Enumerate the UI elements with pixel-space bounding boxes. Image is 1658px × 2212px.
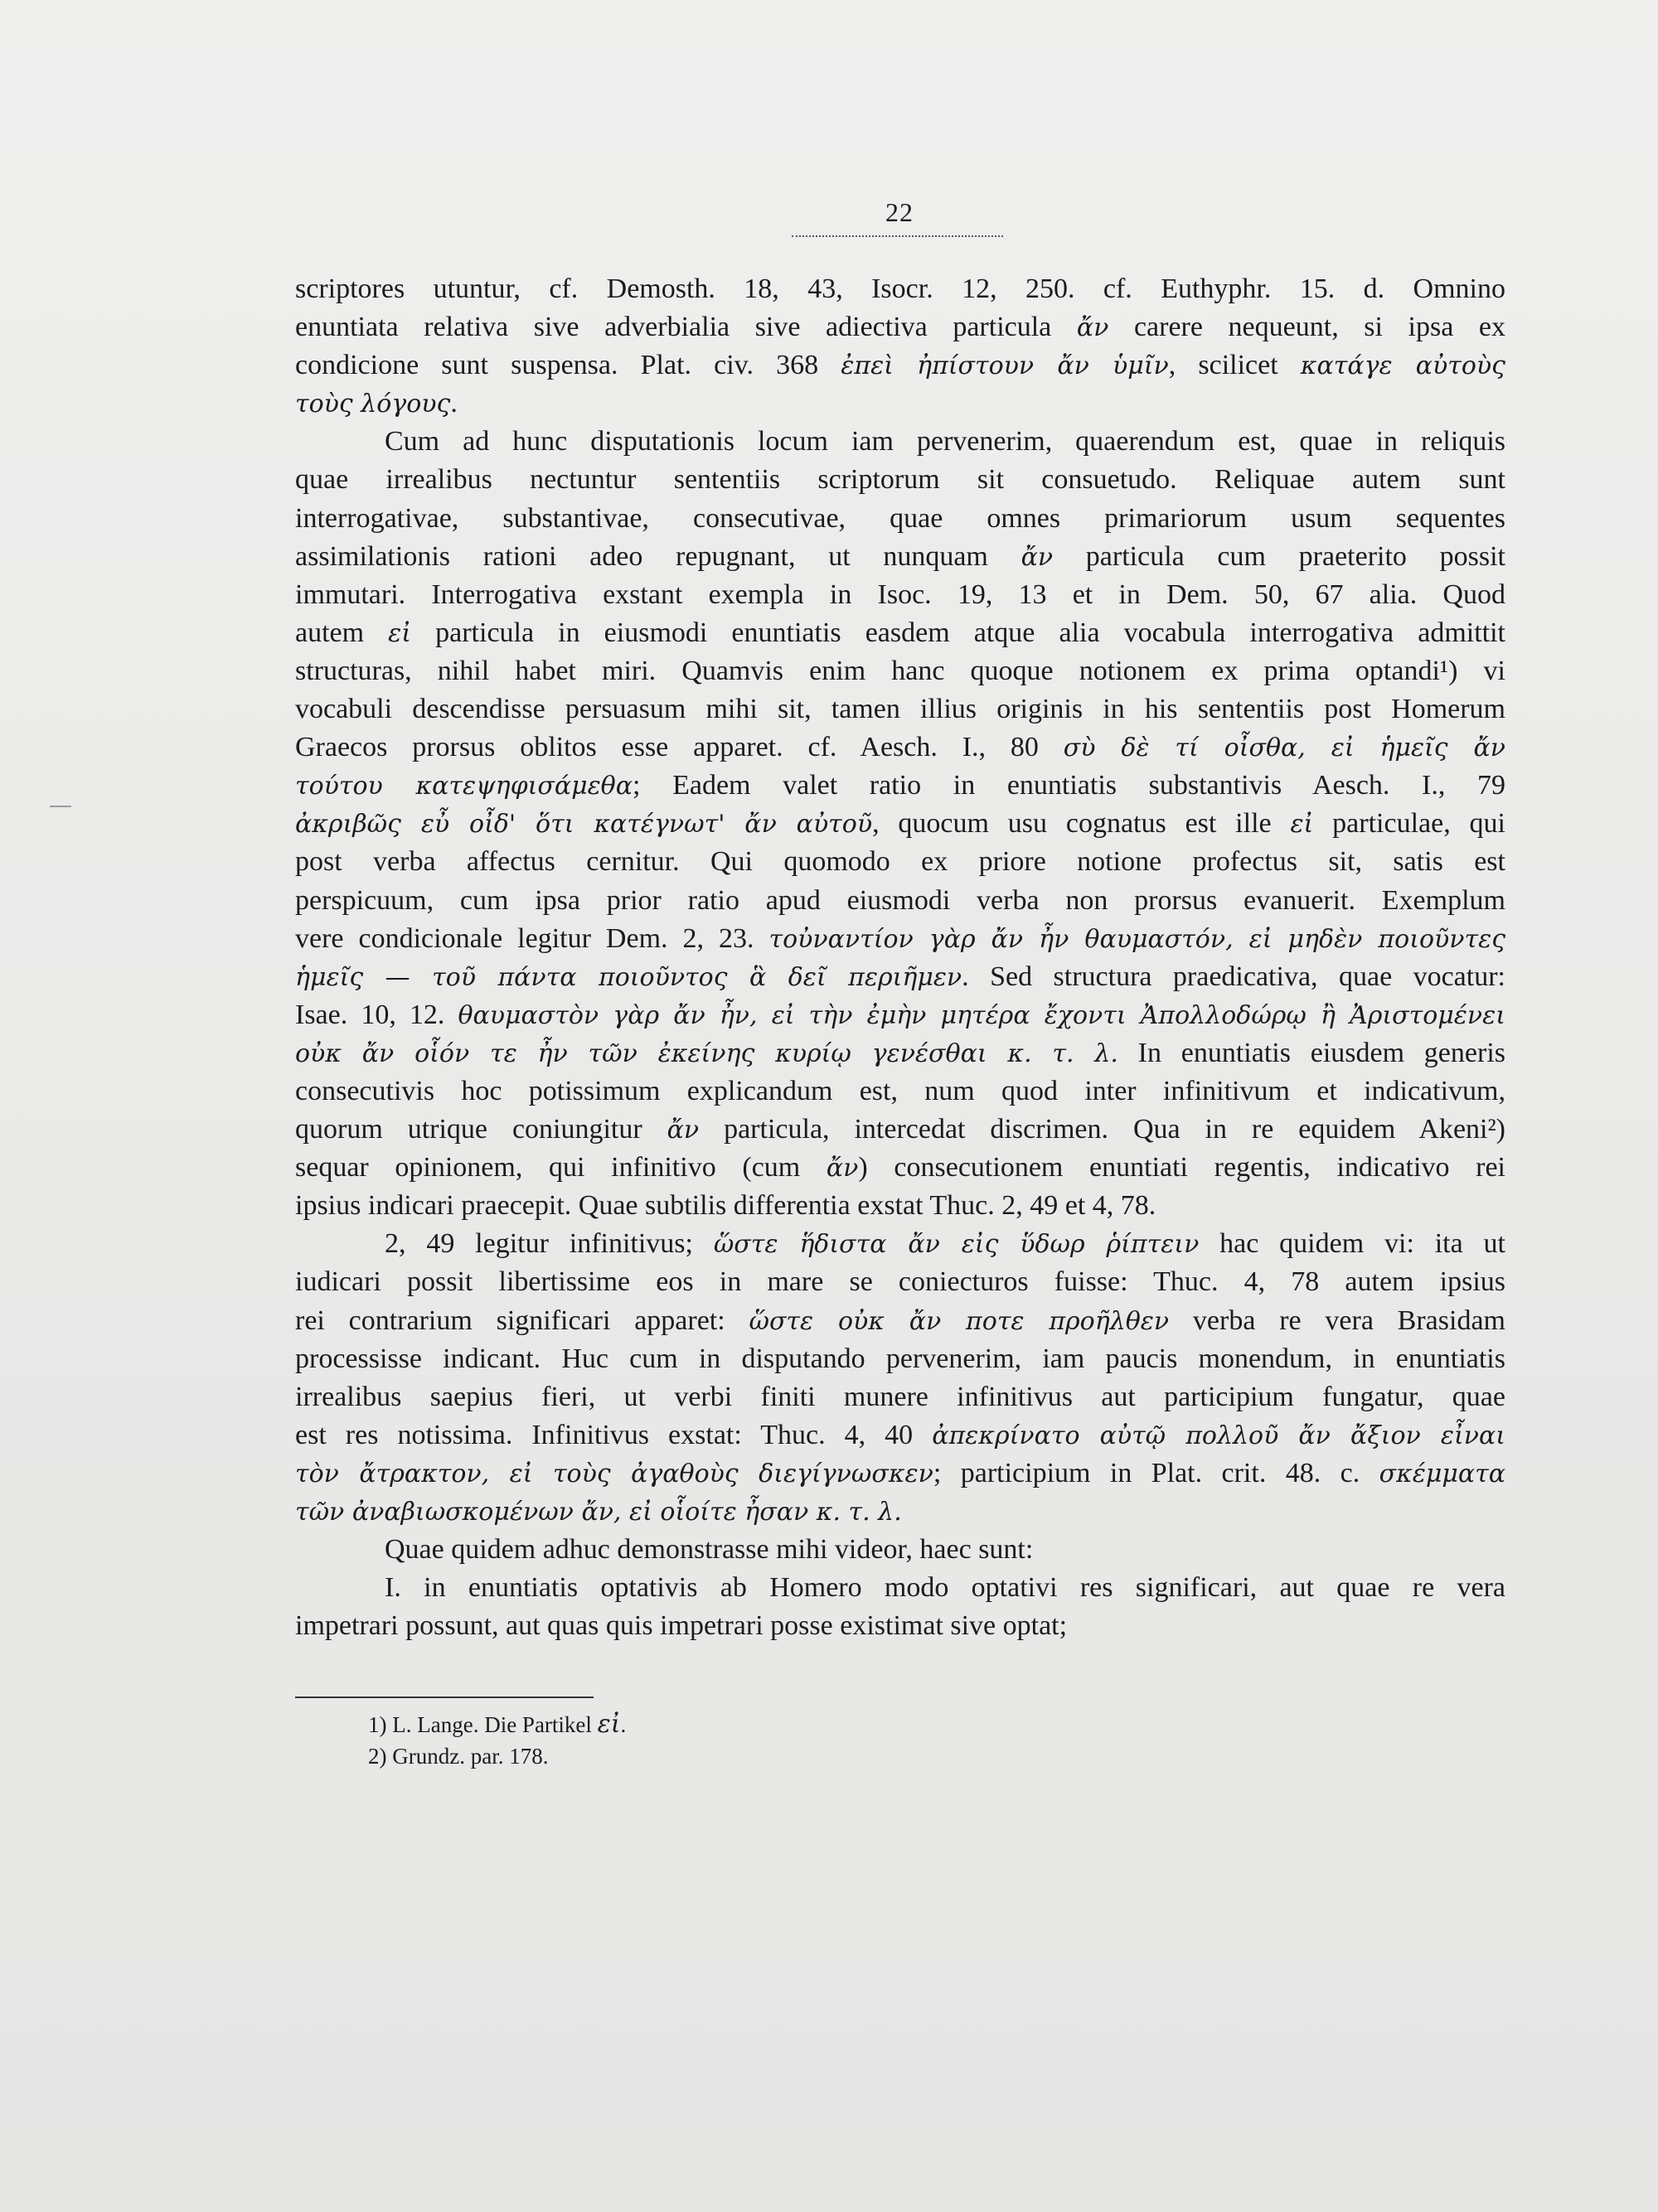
latin-text: perspicuum, cum ipsa prior ratio apud eiusmodi verba non prorsus evanuerit. Exemplum	[295, 884, 1505, 916]
text-line	[295, 1454, 1505, 1493]
latin-text: ipsius indicari praecepit. Quae subtilis differentia exstat Thuc. 2, 49 et 4, 78.	[295, 1190, 1156, 1222]
latin-text: impetrari possunt, aut quas quis impetrari posse existimat sive optat;	[295, 1610, 1068, 1642]
footnotes	[368, 1709, 1114, 1772]
latin-text: Quae quidem adhuc demonstrasse mihi videor, haec sunt:	[385, 1534, 1034, 1566]
latin-text: , quocum usu cognatus est ille	[872, 808, 1291, 840]
text-line	[295, 346, 1505, 385]
greek-text: τούτου κατεψηφισάμεθα	[295, 772, 633, 801]
greek-text: ὥστε ἥδιστα ἄν εἰς ὕδωρ ῥίπτειν	[713, 1230, 1200, 1260]
latin-text: autem	[295, 617, 389, 648]
greek-text: τοὐναντίον γὰρ ἄν ἦν θαυμαστόν, εἰ μηδὲν ποιοῦντες	[768, 924, 1505, 954]
latin-text: structuras, nihil habet miri. Quamvis enim hanc quoque notionem ex prima optandi¹) vi	[295, 655, 1505, 686]
text-line	[295, 767, 1505, 805]
text-line	[295, 1034, 1505, 1072]
text-line	[295, 1607, 1505, 1645]
text-line	[295, 538, 1505, 576]
text-line	[295, 270, 1505, 308]
text-line	[295, 882, 1505, 920]
latin-text: Cum ad hunc disputationis locum iam pervenerim, quaerendum est, quae in reliquis	[385, 426, 1505, 457]
greek-text: εἰ	[597, 1710, 621, 1739]
text-line	[295, 1263, 1505, 1301]
latin-text: processisse indicant. Huc cum in disputando pervenerim, iam paucis monendum, in enuntiatis	[295, 1343, 1505, 1374]
latin-text: scriptores utuntur, cf. Demosth. 18, 43, Isocr. 12, 250. cf. Euthyphr. 15. d. Omnino	[295, 273, 1505, 304]
body-text	[295, 270, 1505, 1645]
latin-text: Isae. 10, 12.	[295, 999, 458, 1030]
text-line	[295, 1378, 1505, 1416]
greek-text: ἀπεκρίνατο αὐτῷ πολλοῦ ἄν ἄξιον εἶναι	[932, 1421, 1505, 1450]
latin-text: particulae, qui	[1313, 808, 1505, 840]
latin-text: quorum utrique coniungitur	[295, 1114, 667, 1145]
greek-text: εἰ	[388, 618, 412, 648]
text-line	[295, 1302, 1505, 1340]
text-line	[295, 385, 1505, 423]
text-line	[295, 1111, 1505, 1149]
footnote-rule	[295, 1697, 594, 1698]
footnote	[368, 1709, 1114, 1740]
text-line	[295, 958, 1505, 996]
latin-text: quae irrealibus nectuntur sententiis scriptorum sit consuetudo. Reliquae autem sunt	[295, 464, 1505, 496]
latin-text: assimilationis rationi adeo repugnant, ut nunquam	[295, 540, 1021, 572]
latin-text: irrealibus saepius fieri, ut verbi finiti munere infinitivus aut participium fungatur, quae	[295, 1381, 1505, 1412]
greek-text: τὸν ἄτρακτον, εἰ τοὺς ἀγαθοὺς διεγίγνωσκεν	[295, 1459, 933, 1488]
text-line	[295, 652, 1505, 690]
latin-text: interrogativae, substantivae, consecutivae, quae omnes primariorum usum sequentes	[295, 502, 1505, 534]
greek-text: ἀκριβῶς εὖ οἶδ' ὅτι κατέγνωτ' ἄν αὐτοῦ	[295, 810, 873, 840]
latin-text: hac quidem vi: ita ut	[1199, 1228, 1505, 1260]
latin-text: est res notissima. Infinitivus exstat: Thuc. 4, 40	[295, 1419, 933, 1450]
latin-text: I. in enuntiatis optativis ab Homero modo optativi res significari, aut quae re vera	[385, 1572, 1505, 1604]
latin-text: particula in eiusmodi enuntiatis easdem atque alia vocabula interrogativa admittit	[411, 617, 1505, 648]
latin-text: .	[450, 388, 458, 419]
text-line	[295, 614, 1505, 652]
latin-text: Graecos prorsus oblitos esse apparet. cf. Aesch. I., 80	[295, 732, 1064, 763]
latin-text: rei contrarium significari apparet:	[295, 1304, 749, 1336]
latin-text: condicione sunt suspensa. Plat. civ. 368	[295, 350, 841, 381]
greek-text: τοὺς λόγους	[295, 390, 451, 419]
greek-text: οὐκ ἄν οἷόν τε ἦν τῶν ἐκείνης κυρίῳ γενέσθαι κ. τ. λ.	[295, 1038, 1118, 1068]
footnote	[368, 1740, 1114, 1772]
text-line	[295, 690, 1505, 728]
latin-text: particula cum praeterito possit	[1053, 540, 1505, 572]
text-line	[295, 728, 1505, 767]
latin-text: sequar opinionem, qui infinitivo (cum	[295, 1152, 827, 1183]
text-line	[295, 576, 1505, 614]
greek-text: ἄν	[1020, 542, 1054, 572]
text-line	[295, 1187, 1505, 1225]
greek-text: σὺ δὲ τί οἶσθα, εἰ ἡμεῖς ἄν	[1063, 733, 1505, 763]
margin-mark	[50, 806, 71, 807]
latin-text: 2, 49 legitur infinitivus;	[385, 1228, 714, 1260]
latin-text: carere nequeunt, si ipsa ex	[1108, 312, 1505, 343]
footnote-text: 1) L. Lange. Die Partikel	[368, 1712, 598, 1737]
text-line	[295, 1416, 1505, 1454]
greek-text: ἄν	[1076, 313, 1109, 343]
greek-text: τῶν ἀναβιωσκομένων ἄν, εἰ οἷοίτε ἦσαν κ. τ. λ.	[295, 1498, 902, 1527]
latin-text: consecutivis hoc potissimum explicandum est, num quod inter infinitivum et indicativum,	[295, 1075, 1505, 1106]
latin-text: , scilicet	[1168, 350, 1301, 381]
latin-text: . Sed structura praedicativa, quae vocatur:	[962, 961, 1505, 992]
text-line	[295, 920, 1505, 958]
text-line	[295, 1225, 1505, 1263]
text-line	[295, 1072, 1505, 1111]
greek-text: ἐπεὶ ἠπίστουν ἄν ὑμῖν	[841, 351, 1169, 381]
latin-text: vocabuli descendisse persuasum mihi sit, tamen illius originis in his sententiis post Homerum	[295, 694, 1505, 725]
text-line	[295, 996, 1505, 1034]
greek-text: ἄν	[826, 1154, 859, 1183]
text-line	[295, 1493, 1505, 1531]
text-line	[295, 461, 1505, 499]
latin-text: ; participium in Plat. crit. 48. c.	[933, 1457, 1379, 1488]
latin-text: In enuntiatis eiusdem generis	[1117, 1037, 1505, 1068]
latin-text: particula, intercedat discrimen. Qua in re equidem Akeni²)	[699, 1114, 1505, 1145]
footnote-text: .	[620, 1712, 627, 1737]
greek-text: ὥστε οὐκ ἄν ποτε προῆλθεν	[749, 1306, 1170, 1336]
text-line	[295, 805, 1505, 843]
greek-text: ἄν	[667, 1116, 700, 1145]
latin-text: enuntiata relativa sive adverbialia sive adiectiva particula	[295, 312, 1077, 343]
text-line	[295, 1149, 1505, 1187]
greek-text: θαυμαστὸν γὰρ ἄν ἦν, εἰ τὴν ἐμὴν μητέρα ἔχοντι Ἀπολλοδώρῳ ἢ Ἀριστομένει	[458, 1000, 1505, 1030]
latin-text: immutari. Interrogativa exstant exempla in Isoc. 19, 13 et in Dem. 50, 67 alia. Quod	[295, 578, 1505, 610]
latin-text: ) consecutionem enuntiati regentis, indicativo rei	[858, 1152, 1505, 1183]
text-line	[295, 500, 1505, 538]
text-line	[295, 1569, 1505, 1607]
greek-text: σκέμματα	[1379, 1459, 1505, 1488]
page-number: 22	[885, 197, 914, 227]
header-dotted-rule	[792, 235, 1003, 237]
greek-text: κατάγε αὐτοὺς	[1300, 351, 1505, 381]
latin-text: iudicari possit libertissime eos in mare se coniecturos fuisse: Thuc. 4, 78 autem ipsius	[295, 1266, 1505, 1298]
text-line	[295, 843, 1505, 881]
text-line	[295, 308, 1505, 346]
latin-text: verba re vera Brasidam	[1169, 1304, 1505, 1336]
text-line	[295, 1531, 1505, 1569]
greek-text: εἰ	[1290, 810, 1314, 840]
latin-text: vere condicionale legitur Dem. 2, 23.	[295, 922, 769, 954]
greek-text: ἡμεῖς — τοῦ πάντα ποιοῦντος ἃ δεῖ περιῆμεν	[295, 962, 962, 992]
latin-text: post verba affectus cernitur. Qui quomodo ex priore notione profectus sit, satis est	[295, 846, 1505, 878]
text-line	[295, 1340, 1505, 1378]
latin-text: ; Eadem valet ratio in enuntiatis substantivis Aesch. I., 79	[633, 770, 1505, 801]
text-line	[295, 423, 1505, 461]
footnote-text: 2) Grundz. par. 178.	[368, 1744, 549, 1769]
